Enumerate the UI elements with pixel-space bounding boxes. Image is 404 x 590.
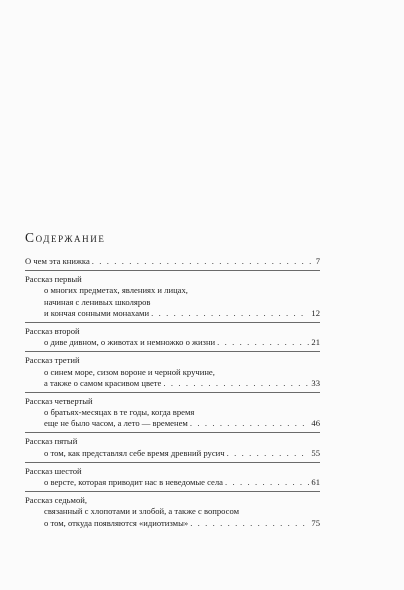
toc-entry-text: о братьях-месяцах в те годы, когда время	[44, 407, 195, 418]
page-number: 12	[311, 307, 320, 318]
toc-entry-heading: Рассказ шестой	[25, 465, 82, 476]
toc-entry-text: о многих предметах, явлениях и лицах,	[44, 285, 188, 296]
toc-entry-text: о диве дивном, о животах и немножко о жизни	[44, 337, 216, 348]
toc-entry-text: и кончая сонными монахами	[44, 307, 150, 318]
toc-entry-text: начиная с ленивых школяров	[44, 296, 151, 307]
dot-leader	[227, 448, 310, 459]
page-number: 61	[311, 477, 320, 487]
toc-entry-text: о синем море, сизом вороне и черной кручине,	[44, 366, 215, 377]
toc-entry-text: о том, как представлял себе время древний русич	[44, 447, 225, 458]
dot-leader	[190, 418, 310, 429]
toc-entry-heading: Рассказ третий	[25, 355, 80, 366]
page-number: 75	[311, 517, 320, 528]
toc-entry-text: а также о самом красивом цвете	[44, 377, 162, 388]
toc-entry-text: о версте, которая приводит нас в неведомые села	[44, 477, 223, 487]
toc-entry-story-1[interactable]	[25, 270, 320, 322]
toc-entry-story-5[interactable]	[25, 432, 320, 461]
toc-entry-text: О чем эта книжка	[25, 256, 90, 266]
toc-entry-intro[interactable]	[25, 256, 320, 270]
dot-leader	[163, 378, 309, 389]
page-number: 46	[311, 418, 320, 429]
toc-entry-text: связанный с хлопотами и злобой, а также с вопросом	[44, 506, 240, 517]
dot-leader	[151, 308, 309, 319]
toc-entry-text: еще не было часом, а лето — временем	[44, 418, 188, 429]
toc-entry-heading: Рассказ первый	[25, 274, 82, 285]
dot-leader	[92, 256, 314, 267]
toc-entry-story-6[interactable]	[25, 462, 320, 491]
toc-entry-text: о том, откуда появляются «идиотизмы»	[44, 517, 189, 528]
dot-leader	[225, 477, 309, 488]
toc-entry-heading: Рассказ седьмой,	[25, 495, 88, 506]
page-number: 55	[311, 447, 320, 458]
table-of-contents	[25, 256, 320, 532]
toc-entry-story-4[interactable]	[25, 392, 320, 433]
toc-entry-heading: Рассказ четвертый	[25, 395, 93, 406]
toc-entry-story-3[interactable]	[25, 351, 320, 392]
dot-leader	[217, 337, 309, 348]
toc-title: Содержание	[25, 230, 106, 245]
toc-entry-heading: Рассказ пятый	[25, 436, 78, 447]
toc-entry-story-7[interactable]	[25, 491, 320, 532]
page-number: 33	[311, 377, 320, 388]
toc-entry-story-2[interactable]	[25, 322, 320, 351]
toc-entry-heading: Рассказ второй	[25, 325, 80, 336]
page-number: 7	[315, 256, 320, 266]
dot-leader	[190, 518, 309, 529]
page-number: 21	[311, 337, 320, 348]
